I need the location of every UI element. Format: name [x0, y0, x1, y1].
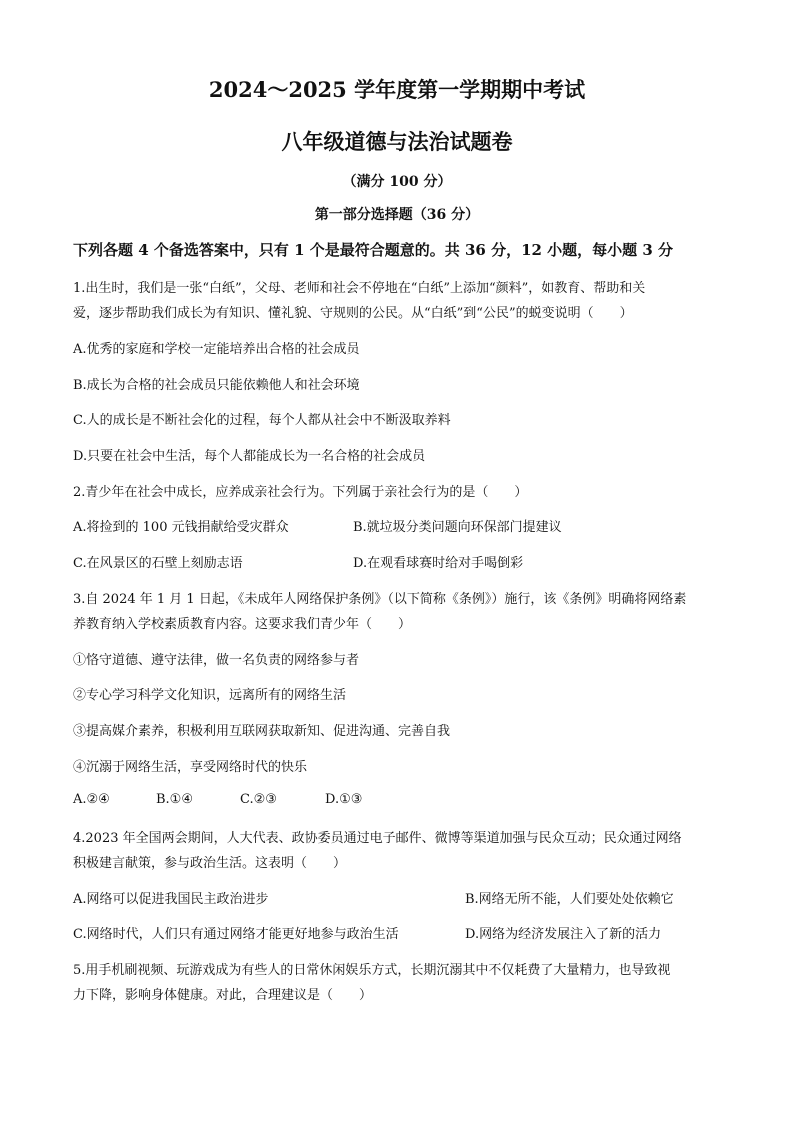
- question-3-item-2: ②专心学习科学文化知识，远离所有的网络生活: [73, 688, 347, 703]
- question-4-stem-line-1: 4.2023 年全国两会期间，人大代表、政协委员通过电子邮件、微博等渠道加强与民众互动；民众通过网络: [73, 831, 682, 846]
- question-2-option-c: C.在风景区的石壁上刻励志语: [73, 556, 243, 571]
- question-4-stem-line-2: 积极建言献策，参与政治生活。这表明（ ）: [73, 856, 347, 871]
- question-4-option-b: B.网络无所不能，人们要处处依赖它: [465, 892, 674, 907]
- question-1-stem-line-1: 1.出生时，我们是一张“白纸”，父母、老师和社会不停地在“白纸”上添加“颜料”，如教育、帮助和关: [73, 281, 646, 296]
- question-3-item-3: ③提高媒介素养，积极利用互联网获取新知、促进沟通、完善自我: [73, 724, 451, 739]
- question-3-stem-line-2: 养教育纳入学校素质教育内容。这要求我们青少年（ ）: [73, 617, 412, 632]
- subject-title: 八年级道德与法治试题卷: [281, 129, 513, 154]
- question-3-stem-line-1: 3.自 2024 年 1 月 1 日起，《未成年人网络保护条例》（以下简称《条例》）施行，该《条例》明确将网络素: [73, 592, 687, 607]
- question-4-option-c: C.网络时代，人们只有通过网络才能更好地参与政治生活: [73, 927, 399, 942]
- question-1-option-d: D.只要在社会中生活，每个人都能成长为一名合格的社会成员: [73, 449, 426, 464]
- question-1-option-a: A.优秀的家庭和学校一定能培养出合格的社会成员: [73, 342, 360, 357]
- question-2-option-b: B.就垃圾分类问题向环保部门提建议: [353, 520, 562, 535]
- instructions: 下列各题 4 个备选答案中，只有 1 个是最符合题意的。共 36 分，12 小题，每小题 3 分: [73, 241, 674, 259]
- question-3-option-b: B.①④: [156, 792, 193, 807]
- question-2-option-d: D.在观看球赛时给对手喝倒彩: [353, 556, 524, 571]
- question-4-option-a: A.网络可以促进我国民主政治进步: [73, 892, 269, 907]
- exam-title: 2024～2025 学年度第一学期期中考试: [208, 77, 586, 102]
- question-3-option-a: A.②④: [73, 792, 110, 807]
- question-4-option-d: D.网络为经济发展注入了新的活力: [465, 927, 662, 942]
- full-score: （满分 100 分）: [342, 174, 452, 190]
- question-3-option-c: C.②③: [240, 792, 277, 807]
- question-2-stem: 2.青少年在社会中成长，应养成亲社会行为。下列属于亲社会行为的是（ ）: [73, 485, 528, 500]
- question-5-stem-line-1: 5.用手机刷视频、玩游戏成为有些人的日常休闲娱乐方式，长期沉溺其中不仅耗费了大量精力，也导致视: [73, 963, 671, 978]
- question-1-option-b: B.成长为合格的社会成员只能依赖他人和社会环境: [73, 378, 360, 393]
- question-2-option-a: A.将捡到的 100 元钱捐献给受灾群众: [73, 520, 289, 535]
- question-3-item-1: ①恪守道德、遵守法律，做一名负责的网络参与者: [73, 653, 360, 668]
- question-3-option-d: D.①③: [325, 792, 363, 807]
- question-1-option-c: C.人的成长是不断社会化的过程，每个人都从社会中不断汲取养料: [73, 413, 451, 428]
- part-title: 第一部分选择题（36 分）: [314, 207, 480, 223]
- question-1-stem-line-2: 爱，逐步帮助我们成长为有知识、懂礼貌、守规则的公民。从“白纸”到“公民”的蜕变说明（ ）: [73, 306, 633, 321]
- question-3-item-4: ④沉溺于网络生活，享受网络时代的快乐: [73, 760, 308, 775]
- question-5-stem-line-2: 力下降，影响身体健康。对此，合理建议是（ ）: [73, 988, 373, 1003]
